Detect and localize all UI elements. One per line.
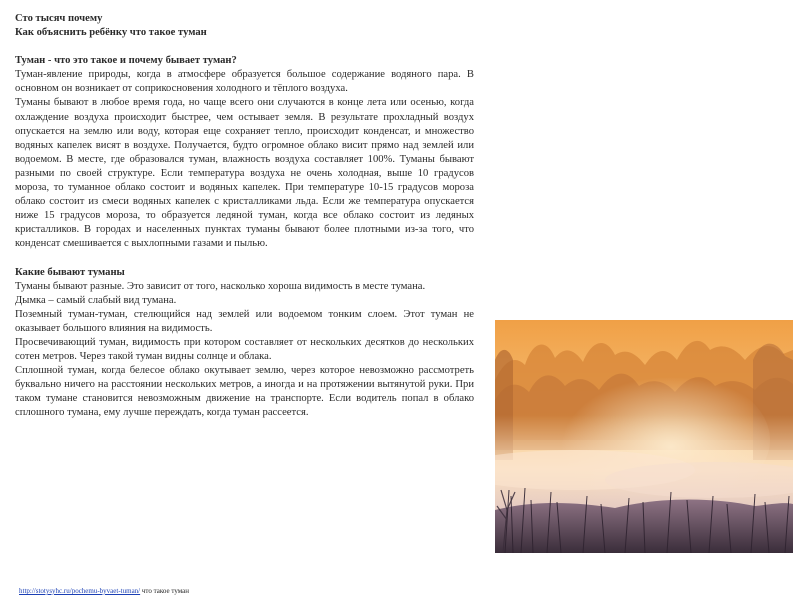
- source-footer: [19, 587, 189, 596]
- fog-type-item: Дымка – самый слабый вид тумана.: [15, 294, 177, 306]
- header-line-2: Как объяснить ребёнку что такое туман: [15, 27, 207, 39]
- fog-type-item: Просвечивающий туман, видимость при котором составляет от нескольких десятков до нескольких сотен метров. Через такой туман видны солнце и облака.: [15, 336, 474, 363]
- foggy-forest-image: [495, 320, 793, 553]
- header-line-1: Сто тысяч почему: [15, 13, 103, 24]
- source-link[interactable]: http://stotysyhc.ru/pochemu-byvaet-tuman/: [19, 587, 141, 595]
- paragraph-details: Туманы бывают в любое время года, но чаще всего они случаются в конце лета или осенью, когда охлаждение воздуха происходит быстрее, чем остывает земля. В результате прохладный воздух опускается на землю или воду, которая еще сохраняет тепло, происходит конденсат, и множество водяных капелек висят в воздухе. Получается, будто огромное облако висит прямо над землей или водоемом. В месте, где образовался туман, влажность воздуха составляет 100%. Туманы бывают разными по своей структуре. Если температура воздуха не очень холодная, выше 10 градусов мороза, то туманное облако состоит и водяных капелек. При температуре 10-15 градусов мороза облако состоит из смеси водяных капелек с кристалликами льда. Если же температура опускается ниже 15 градусов мороза, то образуется ледяной туман, когда все облако состоит из ледяных кристалликов. В городах и населенных пунктах туманы бывают более плотными из-за того, что конденсат смешивается с выхлопными газами и пылью.: [15, 97, 474, 250]
- fog-type-item: Туманы бывают разные. Это зависит от того, насколько хороша видимость в месте тумана.: [15, 280, 426, 292]
- section-heading-fog-types: Какие бывают туманы: [15, 266, 125, 278]
- article-text: [15, 12, 474, 421]
- spacer: [15, 40, 474, 54]
- source-caption: что такое туман: [140, 587, 189, 595]
- fog-type-item: Сплошной туман, когда белесое облако окутывает землю, через которое невозможно рассмотреть буквально ничего на расстоянии нескольких метров, а иногда и на протяжении вытянутой руки. При таком тумане становится невозможным движение на транспорте. Если водитель попал в облако сплошного тумана, ему лучше переждать, когда туман рассеется.: [15, 365, 474, 419]
- foggy-forest-photo: [495, 320, 793, 553]
- section-heading-what-is-fog: Туман - что это такое и почему бывает туман?: [15, 55, 237, 67]
- spacer: [15, 252, 474, 266]
- paragraph-definition: Туман-явление природы, когда в атмосфере образуется большое содержание водяного пара. В основном он возникает от соприкосновения холодного и тёплого воздуха.: [15, 69, 474, 95]
- fog-type-item: Поземный туман-туман, стелющийся над землей или водоемом тонким слоем. Этот туман не оказывает большого влияния на видимость.: [15, 308, 474, 334]
